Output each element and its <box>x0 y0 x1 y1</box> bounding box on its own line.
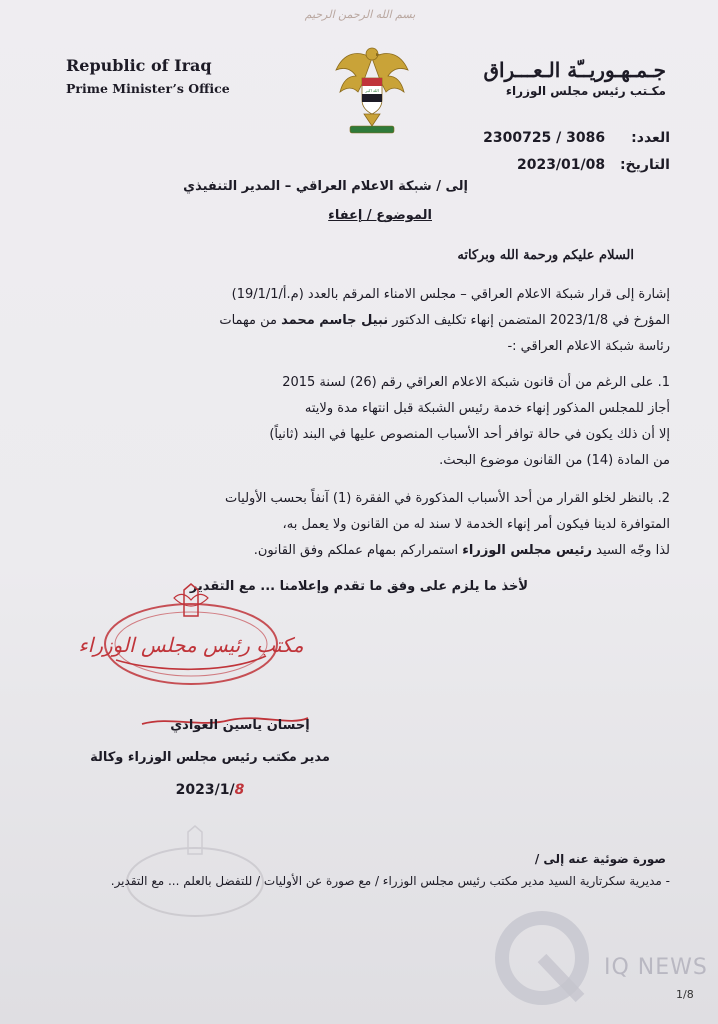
page-number: 1/8 <box>676 988 694 1001</box>
english-country-title: Republic of Iraq <box>66 56 212 75</box>
subject: الموضوع / إعفاء <box>328 208 432 223</box>
arabic-country-title: جـمـهـوريــّة الـعـــراق <box>483 58 666 82</box>
signature-date-prefix: 2023/1/ <box>175 782 235 798</box>
point-2-last-start: لذا وجّه السيد <box>592 543 670 558</box>
closing-line: لأخذ ما يلزم على وفق ما تقدم وإعلامنا ... مع التقدير <box>189 579 528 594</box>
intro-person-name: نبيل جاسم محمد <box>281 313 389 328</box>
reference-date-row <box>430 157 670 173</box>
copy-to-line: - مديرية سكرتارية السيد مدير مكتب رئيس مجلس الوزراء / مع صورة عن الأوليات / للتفضل بالعلم ... مع التقدير. <box>110 874 670 888</box>
reference-number-row <box>430 130 670 146</box>
point-2-line-1 <box>60 486 670 512</box>
intro-line-2 <box>60 308 670 334</box>
greeting: السلام عليكم ورحمة الله وبركاته <box>457 248 634 263</box>
point-2-last-end: استمراركم بمهام عملكم وفق القانون. <box>253 543 463 558</box>
point-2-line-3 <box>60 538 670 564</box>
arabic-office-title: مكـتب رئيس مجلس الوزراء <box>505 84 666 98</box>
official-stamp-icon <box>78 582 304 692</box>
intro-line-3: رئاسة شبكة الاعلام العراقي :- <box>507 339 670 354</box>
point-1-line-2: أجاز للمجلس المذكور إنهاء خدمة رئيس الشبكة قبل انتهاء مدة ولايته <box>304 401 670 416</box>
svg-text:الله اكبر: الله اكبر <box>365 88 379 93</box>
signature-date-day: 8 <box>234 782 245 798</box>
watermark-text: IQ NEWS <box>604 955 708 980</box>
point-2-line-2: المتوافرة لدينا فيكون أمر إنهاء الخدمة لا سند له من القانون ولا يعمل به، <box>282 517 670 532</box>
intro-line-2-start: المؤرخ في 2023/1/8 المتضمن إنهاء تكليف الدكتور <box>388 313 670 328</box>
reference-date-value: 2023/01/08 <box>516 157 606 173</box>
point-1-line-4: من المادة (14) من القانون موضوع البحث. <box>439 453 670 468</box>
intro-line-2-end: من مهمات <box>219 313 282 328</box>
english-office-title: Prime Minister’s Office <box>66 81 230 96</box>
point-1-number: 1. <box>657 375 670 390</box>
arabic-letterhead <box>426 58 666 98</box>
point-2-text-1: بالنظر لخلو القرار من أحد الأسباب المذكورة في الفقرة (1) آنفاً بحسب الأوليات <box>224 491 654 506</box>
reference-date-label: التاريخ: <box>619 157 670 173</box>
point-1 <box>60 370 670 474</box>
point-1-text-1: على الرغم من أن قانون شبكة الاعلام العراقي رقم (26) لسنة 2015 <box>282 375 654 390</box>
signatory-title: مدير مكتب رئيس مجلس الوزراء وكالة <box>90 750 330 765</box>
basmala-header: بسم الله الرحمن الرحيم <box>304 8 416 21</box>
reference-number-label: العدد: <box>631 130 670 146</box>
point-2-last-bold: رئيس مجلس الوزراء <box>462 543 592 558</box>
point-2 <box>60 486 670 564</box>
stamp-text: مكتب رئيس مجلس الوزراء <box>78 633 304 657</box>
signature-date <box>160 782 260 798</box>
iraq-eagle-emblem-icon <box>332 40 412 140</box>
intro-line-1: إشارة إلى قرار شبكة الاعلام العراقي – مجلس الامناء المرقم بالعدد (م.أ/19/1/1) <box>231 287 670 302</box>
english-letterhead <box>66 56 266 96</box>
point-1-line-3: إلا أن ذلك يكون في حالة توافر أحد الأسباب المنصوص عليها في البند (ثانياً) <box>269 427 670 442</box>
point-1-line-1 <box>60 370 670 396</box>
point-2-number: 2. <box>657 491 670 506</box>
reference-number-value: 2300725 / 3086 <box>483 130 606 146</box>
addressee: إلى / شبكة الاعلام العراقي – المدير التنفيذي <box>183 179 468 194</box>
copy-to-title: صورة ضوئية عنه إلى / <box>534 852 666 866</box>
signatory-name: إحسان ياسين العوادي <box>170 718 310 733</box>
iq-news-watermark <box>484 902 708 1012</box>
